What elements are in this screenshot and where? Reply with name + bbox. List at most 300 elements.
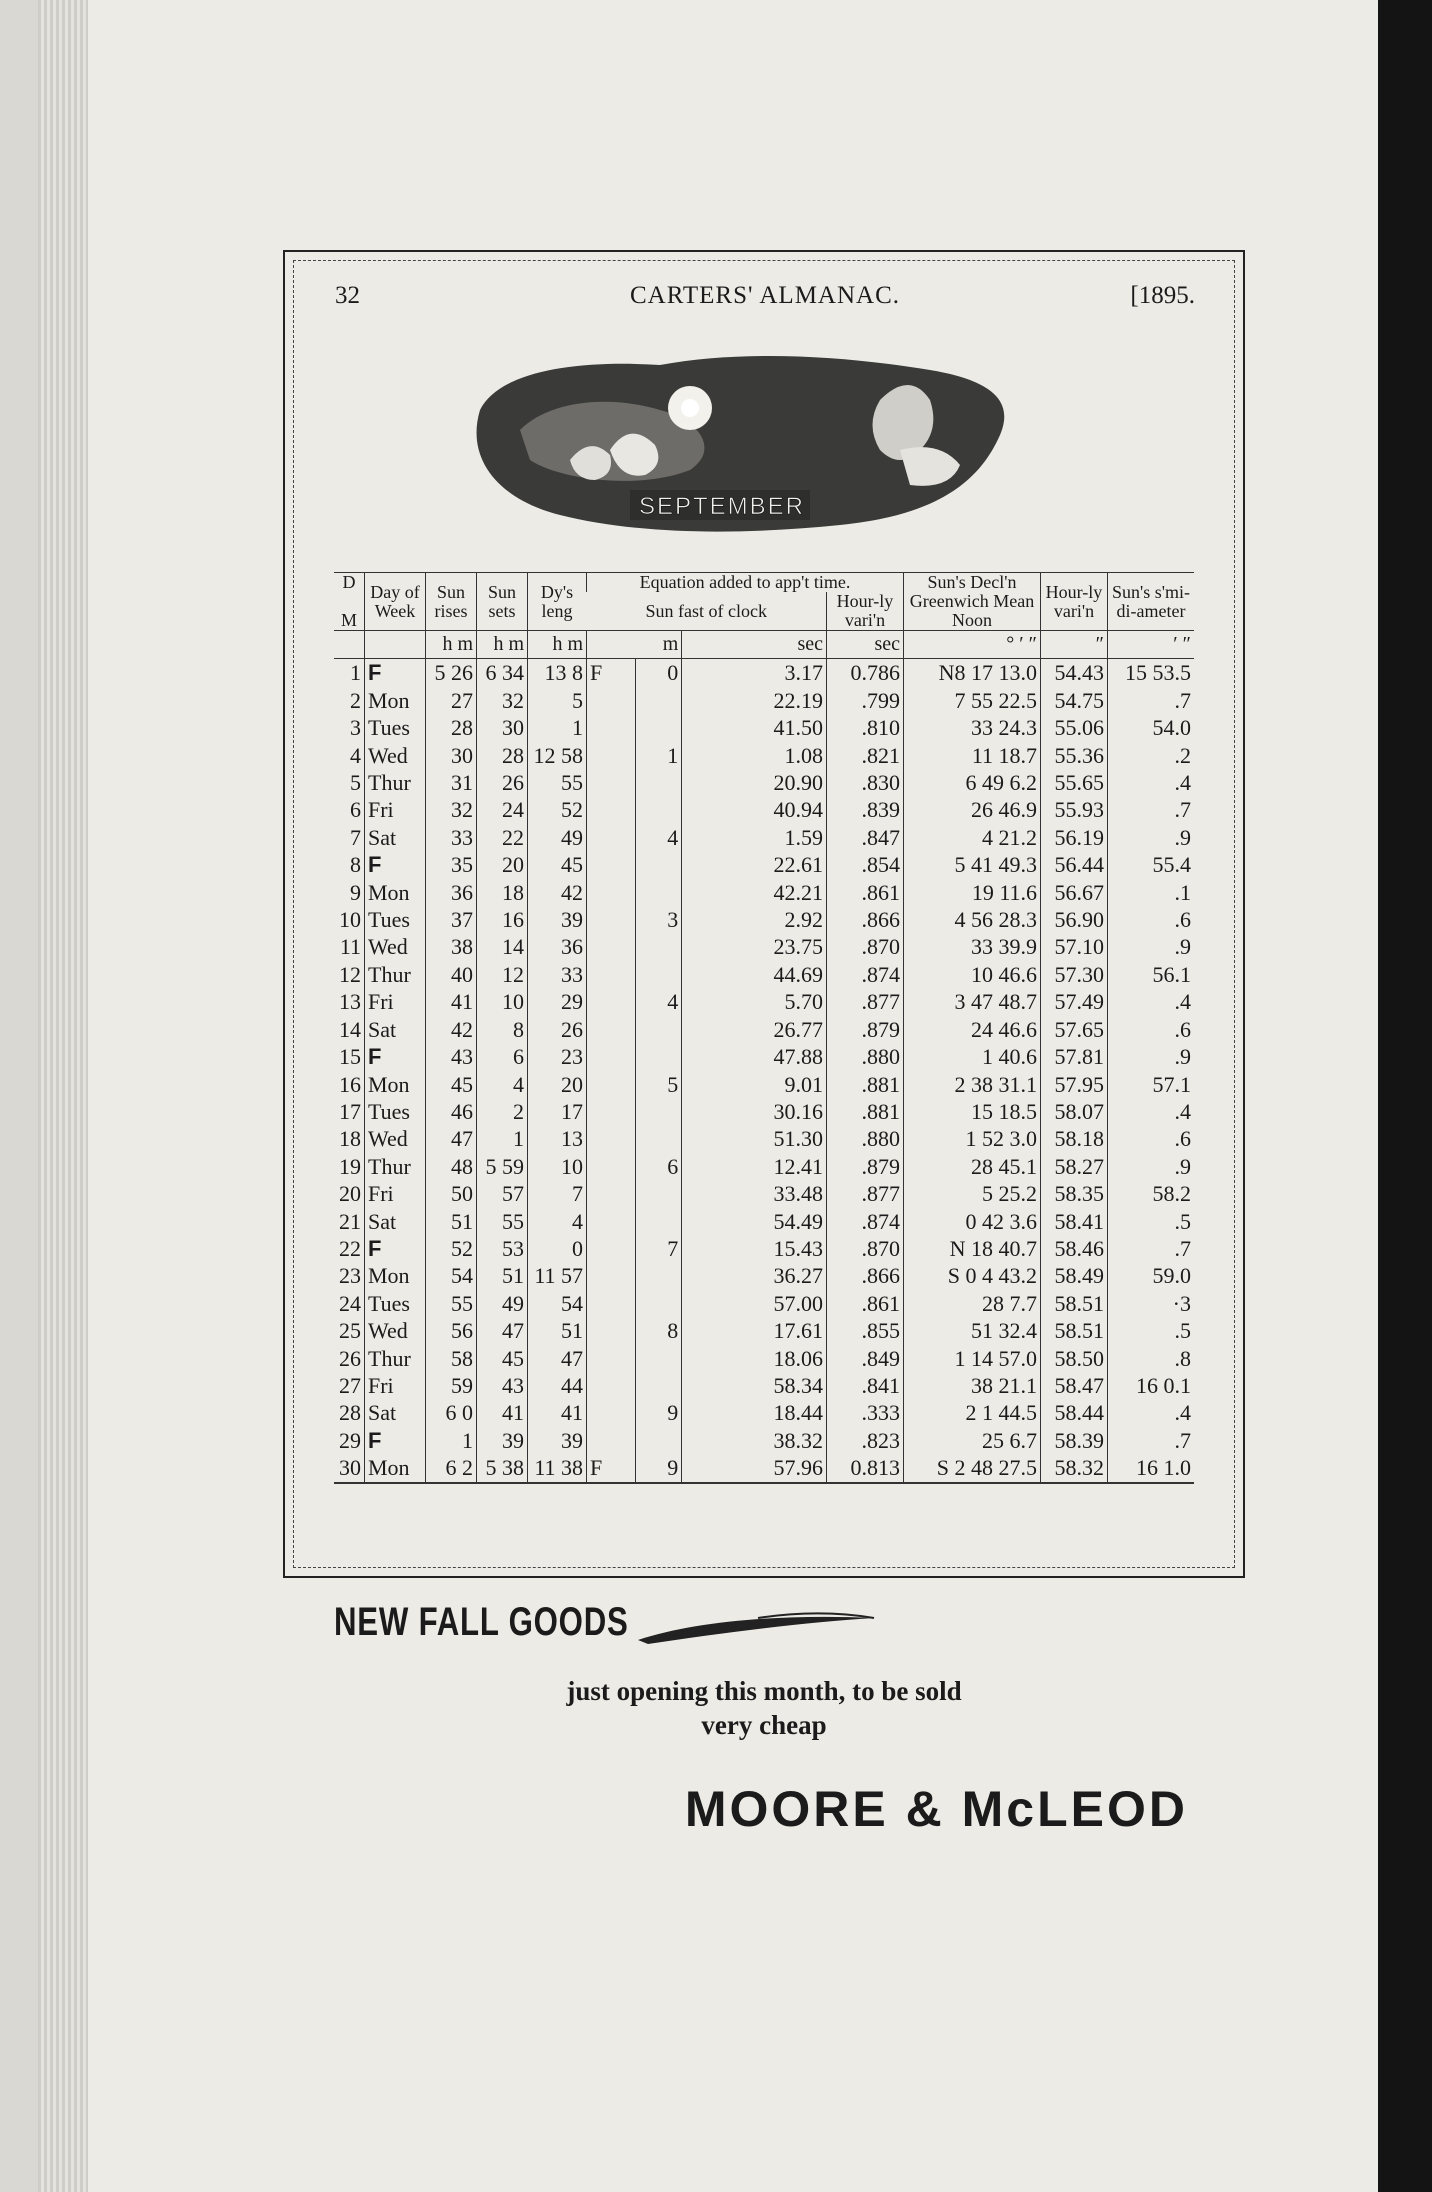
cell-sunrise: 6 2 [426,1454,477,1482]
cell-declination: N8 17 13.0 [904,659,1041,687]
cell-declination-hourly-variation: 57.30 [1041,961,1108,988]
cell-day-of-month: 23 [339,1263,361,1289]
cell-day-of-week: Sat [365,824,426,851]
cell-sunset: 10 [477,988,528,1015]
cell-declination-hourly-variation: 55.06 [1041,714,1108,741]
cell-hourly-variation: .855 [827,1317,904,1344]
cell-equation-minutes [636,687,682,714]
cell-day-length: 11 57 [528,1262,587,1289]
cell-day-of-month: 20 [339,1181,361,1207]
cell-day-length: 39 [528,1427,587,1454]
cell-equation-seconds: 5.70 [682,988,827,1015]
cell-sunrise: 1 [426,1427,477,1454]
table-header-row [334,573,1194,593]
cell-declination-hourly-variation: 58.41 [1041,1208,1108,1235]
book-page-edges [38,0,88,2192]
cell-day-of-week: Mon [365,879,426,906]
cell-day-of-week: Fri [365,796,426,823]
page-title: CARTERS' ALMANAC. [629,282,901,309]
cell-declination-hourly-variation: 58.46 [1041,1235,1108,1262]
cell-sunset: 28 [477,742,528,769]
unit-semidiameter: ′ ″ [1108,631,1195,659]
cell-day-of-month: 16 [339,1071,361,1097]
cell-sunset: 53 [477,1235,528,1262]
cell-day-of-week: Tues [365,714,426,741]
cell-declination: S 0 4 43.2 [904,1262,1041,1289]
cell-sunrise: 46 [426,1098,477,1125]
cell-sunrise: 33 [426,824,477,851]
cell-declination: 19 11.6 [904,879,1041,906]
unit-declination: ° ′ ″ [904,631,1041,659]
cell-hourly-variation: .861 [827,879,904,906]
cell-sign [587,796,636,823]
cell-sign [587,961,636,988]
cell-sunrise: 40 [426,961,477,988]
cell-sunrise: 35 [426,851,477,878]
cell-day-length: 41 [528,1399,587,1426]
cell-declination: 7 55 22.5 [904,687,1041,714]
cell-semidiameter: .8 [1108,1345,1195,1372]
cell-sunset: 16 [477,906,528,933]
cell-semidiameter: 56.1 [1108,961,1195,988]
page-number: 32 [335,282,360,309]
cell-day-of-week: Tues [365,906,426,933]
cell-equation-seconds: 54.49 [682,1208,827,1235]
cell-day-of-week: Fri [365,988,426,1015]
cell-day-of-month: 18 [339,1126,361,1152]
cell-semidiameter: .7 [1108,796,1195,823]
cell-sunrise: 32 [426,796,477,823]
cell-hourly-variation: .881 [827,1098,904,1125]
cell-sunrise: 30 [426,742,477,769]
cell-sunrise: 45 [426,1071,477,1098]
cell-declination: 4 56 28.3 [904,906,1041,933]
cell-day-of-week: Wed [365,1317,426,1344]
cell-declination: 33 24.3 [904,714,1041,741]
cell-sunrise: 36 [426,879,477,906]
cell-day-length: 49 [528,824,587,851]
cell-sunset: 45 [477,1345,528,1372]
cell-semidiameter: 15 53.5 [1108,659,1195,687]
cell-hourly-variation: .866 [827,1262,904,1289]
cell-sign [587,687,636,714]
col-header-decl: Sun's Decl'n Greenwich Mean Noon [904,573,1041,631]
cell-hourly-variation: .830 [827,769,904,796]
cell-day-length: 10 [528,1153,587,1180]
cell-declination: S 2 48 27.5 [904,1454,1041,1482]
table-row [334,879,1194,906]
cell-hourly-variation: .839 [827,796,904,823]
cell-declination-hourly-variation: 57.65 [1041,1016,1108,1043]
col-header-sunfast: Sun fast of clock [587,592,827,631]
cell-sign [587,1180,636,1207]
cell-sign [587,879,636,906]
cell-sunrise: 41 [426,988,477,1015]
cell-equation-seconds: 22.19 [682,687,827,714]
cell-declination-hourly-variation: 58.47 [1041,1372,1108,1399]
cell-declination-hourly-variation: 55.36 [1041,742,1108,769]
cell-day-length: 55 [528,769,587,796]
cell-equation-seconds: 30.16 [682,1098,827,1125]
cell-sunrise: 47 [426,1125,477,1152]
cell-day-of-month: 6 [350,797,361,823]
cell-day-length: 45 [528,851,587,878]
cell-day-of-month: 19 [339,1153,361,1179]
almanac-page-frame [283,250,1245,1837]
cell-declination: 2 38 31.1 [904,1071,1041,1098]
cell-equation-minutes [636,851,682,878]
cell-sign [587,1235,636,1262]
cell-semidiameter: .6 [1108,1016,1195,1043]
cell-declination: 2 1 44.5 [904,1399,1041,1426]
cell-day-of-month: 3 [350,715,361,741]
cell-day-length: 44 [528,1372,587,1399]
cell-sunset: 5 38 [477,1454,528,1482]
cell-day-length: 4 [528,1208,587,1235]
col-header-day: Day of Week [365,573,426,631]
cell-hourly-variation: .866 [827,906,904,933]
unit-declvar: ″ [1041,631,1108,659]
cell-equation-minutes: 4 [636,824,682,851]
cell-equation-seconds: 40.94 [682,796,827,823]
cell-sign [587,1098,636,1125]
cell-day-of-month: 10 [339,907,361,933]
cell-declination-hourly-variation: 58.18 [1041,1125,1108,1152]
cell-day-of-month: 25 [339,1318,361,1344]
cell-semidiameter: .4 [1108,1399,1195,1426]
cell-day-length: 1 [528,714,587,741]
cell-sunset: 6 34 [477,659,528,687]
cell-sunset: 30 [477,714,528,741]
cell-day-of-month: 8 [350,852,361,878]
cell-declination: 51 32.4 [904,1317,1041,1344]
cell-declination-hourly-variation: 56.19 [1041,824,1108,851]
cell-equation-seconds: 33.48 [682,1180,827,1207]
cell-day-of-week: F [365,1427,426,1454]
cell-sign [587,1290,636,1317]
cell-sunrise: 43 [426,1043,477,1070]
cell-sunset: 26 [477,769,528,796]
col-header-semi: Sun's s'mi-di-ameter [1108,573,1195,631]
table-row [334,769,1194,796]
cell-day-length: 33 [528,961,587,988]
cell-day-of-week: Mon [365,1071,426,1098]
cell-equation-minutes [636,879,682,906]
table-row [334,1454,1194,1482]
cell-day-of-week: F [365,1043,426,1070]
cell-equation-seconds: 15.43 [682,1235,827,1262]
cell-equation-minutes [636,714,682,741]
cell-semidiameter: 54.0 [1108,714,1195,741]
cell-sign [587,1372,636,1399]
cell-semidiameter: .9 [1108,1153,1195,1180]
cell-equation-seconds: 57.96 [682,1454,827,1482]
cell-sign [587,1427,636,1454]
cell-equation-seconds: 23.75 [682,933,827,960]
cell-day-of-month: 1 [350,660,361,686]
page-header [335,282,1195,322]
cell-equation-seconds: 1.59 [682,824,827,851]
scan-dark-edge [1378,0,1432,2192]
cell-declination: 0 42 3.6 [904,1208,1041,1235]
cell-equation-seconds: 17.61 [682,1317,827,1344]
cell-declination: 1 52 3.0 [904,1125,1041,1152]
cell-sunset: 39 [477,1427,528,1454]
cell-day-of-month: 13 [339,989,361,1015]
cell-sunrise: 38 [426,933,477,960]
cell-day-of-week: F [365,851,426,878]
cell-sunrise: 37 [426,906,477,933]
cell-day-of-month: 24 [339,1290,361,1316]
cell-sunset: 18 [477,879,528,906]
cell-day-length: 20 [528,1071,587,1098]
units-row [334,631,1194,659]
cell-declination-hourly-variation: 58.50 [1041,1345,1108,1372]
cell-sign: F [587,1454,636,1482]
cell-semidiameter: 59.0 [1108,1262,1195,1289]
cell-semidiameter: ·3 [1108,1290,1195,1317]
cell-sunrise: 55 [426,1290,477,1317]
cell-day-of-week: Fri [365,1372,426,1399]
cell-declination-hourly-variation: 55.93 [1041,796,1108,823]
cell-equation-seconds: 20.90 [682,769,827,796]
table-row [334,851,1194,878]
cell-equation-minutes: 4 [636,988,682,1015]
ad-headline: NEW FALL GOODS [334,1600,629,1644]
cell-semidiameter: .1 [1108,879,1195,906]
cell-semidiameter: .7 [1108,1427,1195,1454]
advertisement [334,1600,1194,1837]
cell-hourly-variation: .854 [827,851,904,878]
cell-day-of-week: Sat [365,1208,426,1235]
cell-sunset: 5 59 [477,1153,528,1180]
cell-equation-seconds: 42.21 [682,879,827,906]
cell-day-of-month: 5 [350,770,361,796]
cell-sign: F [587,659,636,687]
table-row [334,1180,1194,1207]
page-year: [1895. [1130,282,1195,309]
cell-sunset: 49 [477,1290,528,1317]
cell-sign [587,1345,636,1372]
cell-sunrise: 52 [426,1235,477,1262]
cell-sign [587,1208,636,1235]
cell-equation-seconds: 12.41 [682,1153,827,1180]
table-row [334,961,1194,988]
cell-equation-minutes [636,933,682,960]
cell-declination: 25 6.7 [904,1427,1041,1454]
cell-equation-minutes: 8 [636,1317,682,1344]
cell-day-length: 5 [528,687,587,714]
cell-sign [587,906,636,933]
cell-day-of-month: 4 [350,742,361,768]
table-row [334,1153,1194,1180]
cell-day-of-week: Sat [365,1399,426,1426]
cell-semidiameter: .4 [1108,769,1195,796]
cell-day-length: 13 [528,1125,587,1152]
table-row [334,824,1194,851]
cell-hourly-variation: .849 [827,1345,904,1372]
cell-hourly-variation: .333 [827,1399,904,1426]
table-row [334,1016,1194,1043]
cell-sign [587,1262,636,1289]
cell-day-length: 52 [528,796,587,823]
cell-day-of-month: 9 [350,879,361,905]
col-header-leng: Dy's leng [528,573,587,631]
cell-sunrise: 31 [426,769,477,796]
ad-line-1: just opening this month, to be sold [566,1676,962,1706]
cell-hourly-variation: .874 [827,1208,904,1235]
almanac-table [334,572,1194,1484]
unit-leng: h m [528,631,587,659]
col-header-sets: Sun sets [477,573,528,631]
cell-sign [587,933,636,960]
cell-declination: 4 21.2 [904,824,1041,851]
cell-sign [587,1071,636,1098]
cell-day-of-month: 17 [339,1098,361,1124]
cell-hourly-variation: .810 [827,714,904,741]
cell-sunset: 51 [477,1262,528,1289]
cell-declination-hourly-variation: 58.32 [1041,1454,1108,1482]
cell-equation-minutes [636,1290,682,1317]
cell-sign [587,1153,636,1180]
cell-day-length: 11 38 [528,1454,587,1482]
cell-hourly-variation: .879 [827,1016,904,1043]
col-header-declvar: Hour-ly vari'n [1041,573,1108,631]
cell-hourly-variation: .870 [827,1235,904,1262]
cell-day-of-month: 30 [334,1454,365,1482]
cell-equation-minutes [636,961,682,988]
cell-equation-minutes [636,1098,682,1125]
cell-declination: 24 46.6 [904,1016,1041,1043]
cell-day-length: 0 [528,1235,587,1262]
cell-sign [587,714,636,741]
cell-semidiameter: .5 [1108,1317,1195,1344]
cell-sunset: 47 [477,1317,528,1344]
cell-equation-seconds: 26.77 [682,1016,827,1043]
table-row [334,1235,1194,1262]
cell-semidiameter: .4 [1108,1098,1195,1125]
cell-sunrise: 28 [426,714,477,741]
table-row [334,988,1194,1015]
cell-sunset: 1 [477,1125,528,1152]
cell-equation-minutes [636,1372,682,1399]
cell-sunset: 14 [477,933,528,960]
cell-sunset: 57 [477,1180,528,1207]
cell-day-of-month: 14 [339,1016,361,1042]
cell-declination: 3 47 48.7 [904,988,1041,1015]
cell-declination-hourly-variation: 54.75 [1041,687,1108,714]
cell-day-of-week: Mon [365,1454,426,1482]
cell-day-of-month: 27 [339,1372,361,1398]
cell-sunset: 20 [477,851,528,878]
cell-equation-minutes: 5 [636,1071,682,1098]
cell-semidiameter: .9 [1108,824,1195,851]
cell-semidiameter: .9 [1108,1043,1195,1070]
cell-semidiameter: .9 [1108,933,1195,960]
cell-equation-minutes [636,1427,682,1454]
cell-equation-minutes [636,1016,682,1043]
table-row [334,933,1194,960]
cell-sunrise: 48 [426,1153,477,1180]
cell-day-of-week: Thur [365,1345,426,1372]
cell-declination: 28 45.1 [904,1153,1041,1180]
cell-declination: 38 21.1 [904,1372,1041,1399]
cell-hourly-variation: .880 [827,1125,904,1152]
cell-semidiameter: 16 0.1 [1108,1372,1195,1399]
table-row [334,1372,1194,1399]
cell-equation-seconds: 2.92 [682,906,827,933]
cell-declination-hourly-variation: 58.44 [1041,1399,1108,1426]
cell-sign [587,824,636,851]
cell-sign [587,1317,636,1344]
cell-declination-hourly-variation: 56.67 [1041,879,1108,906]
cell-equation-seconds: 3.17 [682,659,827,687]
cell-declination: 1 14 57.0 [904,1345,1041,1372]
cell-sunrise: 58 [426,1345,477,1372]
unit-hourly-seconds: sec [827,631,904,659]
cell-day-of-month: 2 [350,687,361,713]
cell-equation-minutes: 9 [636,1399,682,1426]
cell-declination-hourly-variation: 56.44 [1041,851,1108,878]
cell-sunset: 4 [477,1071,528,1098]
cell-semidiameter: .4 [1108,988,1195,1015]
cell-sunset: 22 [477,824,528,851]
cell-hourly-variation: .877 [827,988,904,1015]
cell-day-length: 42 [528,879,587,906]
cell-hourly-variation: .799 [827,687,904,714]
cell-semidiameter: 55.4 [1108,851,1195,878]
unit-minutes: m [587,631,682,659]
cell-hourly-variation: .879 [827,1153,904,1180]
cell-declination-hourly-variation: 58.51 [1041,1290,1108,1317]
cell-declination: 1 40.6 [904,1043,1041,1070]
cell-declination-hourly-variation: 56.90 [1041,906,1108,933]
cell-hourly-variation: .874 [827,961,904,988]
ad-line-2: very cheap [701,1710,827,1740]
cell-sunset: 24 [477,796,528,823]
cell-day-length: 47 [528,1345,587,1372]
cell-declination-hourly-variation: 54.43 [1041,659,1108,687]
table-row [334,796,1194,823]
cell-declination-hourly-variation: 55.65 [1041,769,1108,796]
cell-day-of-month: 22 [339,1235,361,1261]
cell-day-length: 36 [528,933,587,960]
cell-day-of-week: F [365,1235,426,1262]
cell-declination-hourly-variation: 58.07 [1041,1098,1108,1125]
cell-day-of-month: 29 [339,1427,361,1453]
cell-sunrise: 59 [426,1372,477,1399]
unit-sets: h m [477,631,528,659]
cell-equation-seconds: 57.00 [682,1290,827,1317]
cell-day-of-week: Sat [365,1016,426,1043]
cell-day-of-month: 11 [339,934,361,960]
cell-hourly-variation: .841 [827,1372,904,1399]
cell-day-of-month: 12 [339,961,361,987]
cell-sunset: 32 [477,687,528,714]
cell-declination: 15 18.5 [904,1098,1041,1125]
cell-day-of-week: Thur [365,961,426,988]
cell-day-of-week: Wed [365,1125,426,1152]
table-row [334,1317,1194,1344]
table-row [334,1125,1194,1152]
cell-declination: 28 7.7 [904,1290,1041,1317]
cell-sunrise: 56 [426,1317,477,1344]
cell-equation-minutes: 0 [636,659,682,687]
cell-sunrise: 6 0 [426,1399,477,1426]
cell-declination-hourly-variation: 58.27 [1041,1153,1108,1180]
cell-equation-minutes [636,1043,682,1070]
cell-day-of-month: 26 [339,1345,361,1371]
